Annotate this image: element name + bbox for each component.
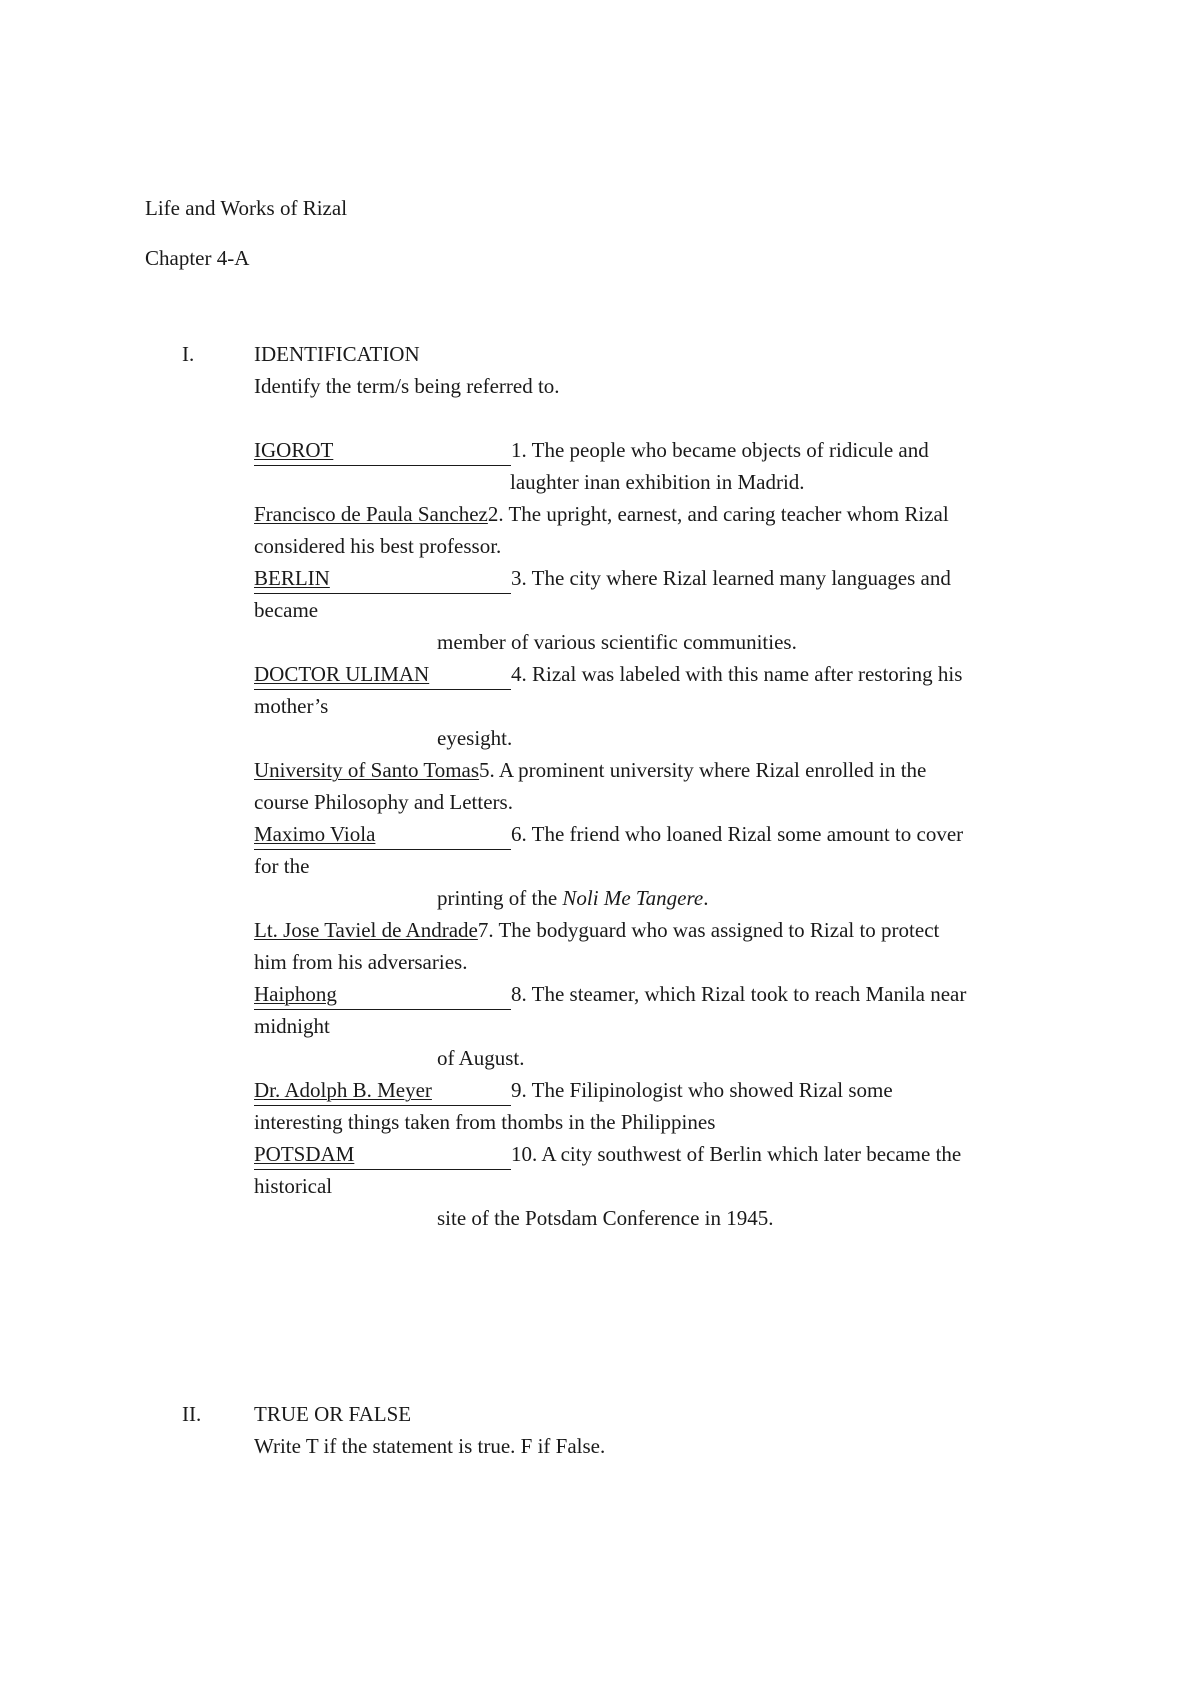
document-title: Life and Works of Rizal (145, 196, 348, 220)
answer-text: Lt. Jose Taviel de Andrade (254, 918, 478, 942)
item-text: printing of the (437, 886, 563, 910)
item-question-continued: for the (254, 854, 310, 878)
true-false-section (145, 1398, 1065, 1462)
item-text: . (703, 886, 709, 910)
section-heading (145, 338, 1065, 370)
item-question-continued: mother’s (254, 694, 329, 718)
item-question: 8. The steamer, which Rizal took to reach Manila near (511, 982, 967, 1006)
item-question: 4. Rizal was labeled with this name after restoring his (511, 662, 963, 686)
document-header (145, 192, 347, 274)
list-item (254, 1138, 1064, 1234)
section-title: IDENTIFICATION (254, 342, 420, 366)
answer-text: BERLIN (254, 566, 330, 590)
item-question-continued: course Philosophy and Letters. (254, 790, 513, 814)
item-question: 3. The city where Rizal learned many languages and (511, 566, 951, 590)
list-item (254, 914, 1064, 978)
item-question: 5. A prominent university where Rizal enrolled in the (479, 758, 927, 782)
item-question-continued: laughter inan exhibition in Madrid. (510, 470, 805, 494)
item-question-continued: interesting things taken from thombs in the Philippines (254, 1110, 716, 1134)
list-item (254, 434, 1064, 498)
item-question: 1. The people who became objects of ridicule and (511, 438, 929, 462)
answer-text: University of Santo Tomas (254, 758, 480, 782)
item-question: 6. The friend who loaned Rizal some amount to cover (511, 822, 964, 846)
item-question-continued: considered his best professor. (254, 534, 502, 558)
item-question-continued: historical (254, 1174, 333, 1198)
section-numeral: I. (182, 342, 195, 366)
item-question-continued: member of various scientific communities. (437, 630, 797, 654)
item-question: 9. The Filipinologist who showed Rizal some (511, 1078, 893, 1102)
answer-text: Maximo Viola (254, 822, 376, 846)
identification-section (145, 338, 1065, 1234)
item-question: 2. The upright, earnest, and caring teacher whom Rizal (487, 502, 949, 526)
section-instruction: Write T if the statement is true. F if False. (254, 1434, 606, 1458)
list-item (254, 818, 1064, 914)
book-title: Noli Me Tangere (562, 886, 704, 910)
answer-text: POTSDAM (254, 1142, 355, 1166)
item-question: 10. A city southwest of Berlin which later became the (511, 1142, 962, 1166)
answer-text: Francisco de Paula Sanchez (254, 502, 488, 526)
section-title: TRUE OR FALSE (254, 1402, 412, 1426)
item-question-continued: of August. (437, 1046, 525, 1070)
section-heading (145, 1398, 1065, 1430)
list-item (254, 498, 1064, 562)
list-item (254, 754, 1064, 818)
answer-text: DOCTOR ULIMAN (254, 662, 430, 686)
list-item (254, 562, 1064, 658)
item-question-continued: eyesight. (437, 726, 513, 750)
answer-text: Dr. Adolph B. Meyer (254, 1078, 432, 1102)
item-question-continued: site of the Potsdam Conference in 1945. (437, 1206, 774, 1230)
item-question: 7. The bodyguard who was assigned to Rizal to protect (477, 918, 940, 942)
answer-text: Haiphong (254, 982, 337, 1006)
identification-items (254, 434, 1064, 1234)
list-item (254, 1074, 1064, 1138)
list-item (254, 658, 1064, 754)
section-numeral: II. (182, 1402, 202, 1426)
section-instruction: Identify the term/s being referred to. (254, 374, 560, 398)
list-item (254, 978, 1064, 1074)
answer-text: IGOROT (254, 438, 334, 462)
item-question-continued: him from his adversaries. (254, 950, 468, 974)
chapter-label: Chapter 4-A (145, 246, 250, 270)
item-question-continued: midnight (254, 1014, 330, 1038)
item-question-continued: became (254, 598, 319, 622)
item-question-continued (254, 882, 1064, 914)
